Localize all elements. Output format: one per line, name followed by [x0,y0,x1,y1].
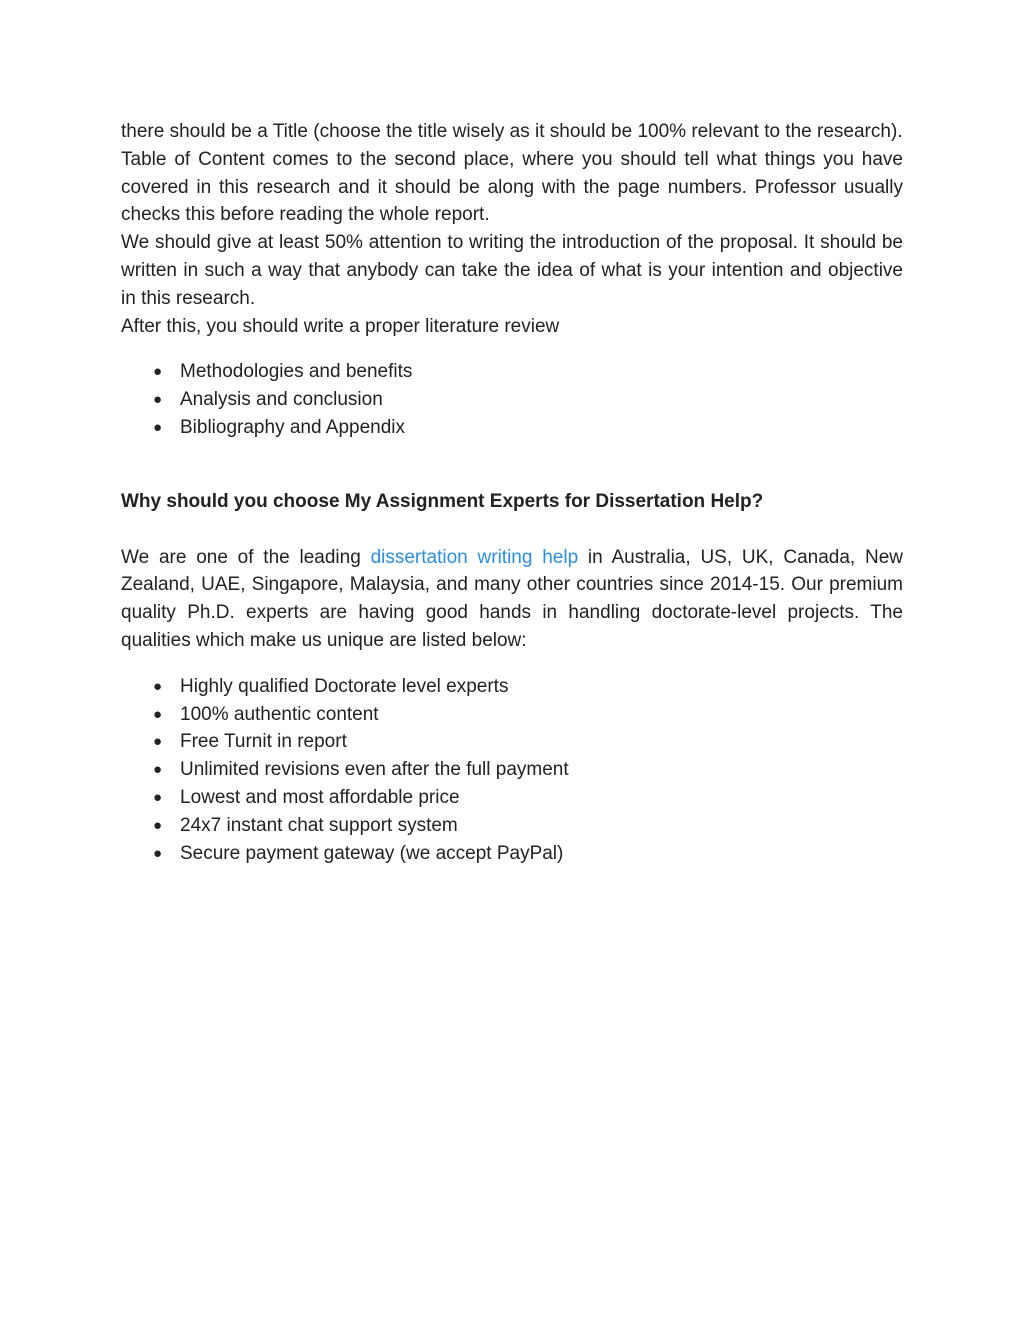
bullet-icon: ● [153,677,163,695]
list-item [121,784,903,812]
list-item [121,414,903,442]
list-item [121,386,903,414]
paragraph-title: there should be a Title (choose the title wisely as it should be 100% relevant to the research). [121,121,903,142]
list-item-text: Lowest and most affordable price [180,786,460,808]
list-item-text: Highly qualified Doctorate level experts [180,675,509,697]
list-item [121,840,903,868]
list-item [121,673,903,701]
bullet-icon: ● [153,363,163,381]
bullet-list-sections [121,358,903,441]
list-item [121,358,903,386]
bullet-icon: ● [153,391,163,409]
list-item-text: 24x7 instant chat support system [180,814,458,836]
list-item-text: Analysis and conclusion [180,389,383,411]
bullet-icon: ● [153,788,163,806]
document-page [121,118,903,867]
paragraph-introduction: We should give at least 50% attention to writing the introduction of the proposal. It should be written in such a way that anybody can take the idea of what is your intention and objective in this research. [121,232,903,309]
section-heading: Why should you choose My Assignment Experts for Dissertation Help? [121,490,764,512]
list-item-text: Free Turnit in report [180,731,347,753]
bullet-icon: ● [153,418,163,436]
list-item [121,812,903,840]
paragraph-intro [121,544,903,655]
list-item-text: Bibliography and Appendix [180,416,406,438]
list-item-text: 100% authentic content [180,703,379,725]
bullet-icon: ● [153,733,163,751]
dissertation-writing-help-link[interactable]: dissertation writing help [370,546,579,568]
list-item [121,756,903,784]
list-item-text: Methodologies and benefits [180,361,413,383]
list-item-text: Secure payment gateway (we accept PayPal) [180,842,564,864]
intro-text-before: We are one of the leading [121,546,371,568]
bullet-icon: ● [153,761,163,779]
list-item [121,728,903,756]
list-item [121,701,903,729]
bullet-icon: ● [153,844,163,862]
bullet-icon: ● [153,816,163,834]
bullet-list-qualities [121,673,903,868]
paragraph-table-of-content: Table of Content comes to the second place, where you should tell what things you have covered in this research and it should be along with the page numbers. Professor usually checks this before reading the whole report. [121,148,903,226]
paragraph-literature-review: After this, you should write a proper literature review [121,315,560,337]
intro-text-after: in Australia, US, UK, Canada, New Zealand, UAE, Singapore, Malaysia, and many other countries since 2014-15. Our premium quality Ph.D. experts are having good hands in handling doctorate-level projects. The qualities which make us unique are listed below: [121,546,903,651]
bullet-icon: ● [153,705,163,723]
list-item-text: Unlimited revisions even after the full payment [180,759,569,781]
